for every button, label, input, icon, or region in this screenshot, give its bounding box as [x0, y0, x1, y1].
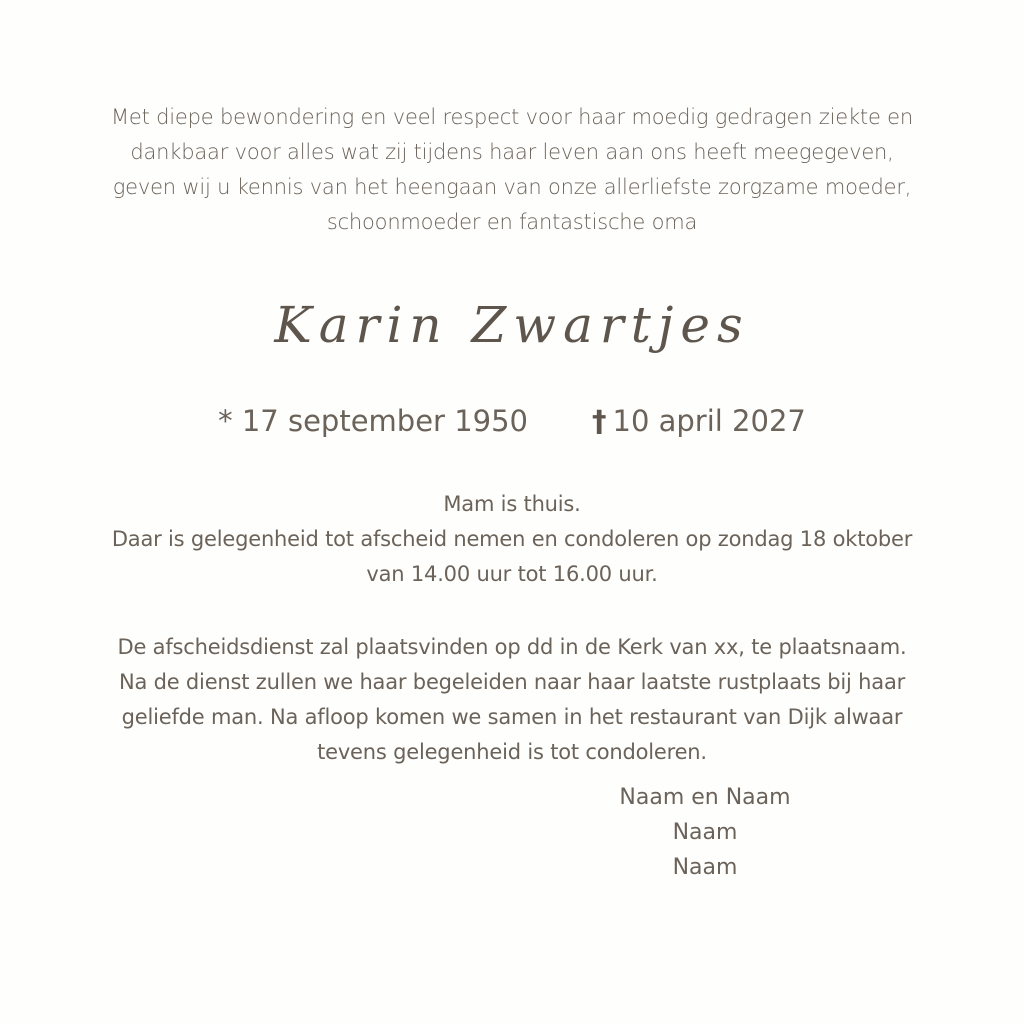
visitation-line: van 14.00 uur tot 16.00 uur. [366, 562, 658, 586]
visitation-line: Mam is thuis. [443, 492, 581, 516]
signature-line: Naam en Naam [619, 785, 791, 810]
intro-line: schoonmoeder en fantastische oma [326, 210, 698, 234]
intro-line: Met diepe bewondering en veel respect voor haar moedig gedragen ziekte en [111, 105, 913, 129]
service-line: De afscheidsdienst zal plaatsvinden op dd in de Kerk van xx, te plaatsnaam. [117, 635, 907, 659]
visitation-text [60, 487, 964, 592]
intro-line: dankbaar voor alles wat zij tijdens haar leven aan ons heeft meegegeven, [130, 140, 894, 164]
intro-line: geven wij u kennis van het heengaan van onze allerliefste zorgzame moeder, [112, 175, 912, 199]
birth-date: * 17 september 1950 [218, 404, 528, 438]
service-text [60, 630, 964, 770]
service-line: Na de dienst zullen we haar begeleiden naar haar laatste rustplaats bij haar [118, 670, 906, 694]
signature-line: Naam [672, 855, 738, 880]
signatures [550, 780, 860, 885]
life-dates [0, 404, 1024, 438]
signature-line: Naam [672, 820, 738, 845]
visitation-line: Daar is gelegenheid tot afscheid nemen en condoleren op zondag 18 oktober [111, 527, 913, 551]
deceased-name: Karin Zwartjes [274, 296, 750, 354]
death-date: 10 april 2027 [612, 404, 806, 438]
service-line: tevens gelegenheid is tot condoleren. [317, 740, 707, 764]
cross-icon: † [592, 404, 607, 438]
intro-text [60, 100, 964, 240]
service-line: geliefde man. Na afloop komen we samen in het restaurant van Dijk alwaar [121, 705, 903, 729]
